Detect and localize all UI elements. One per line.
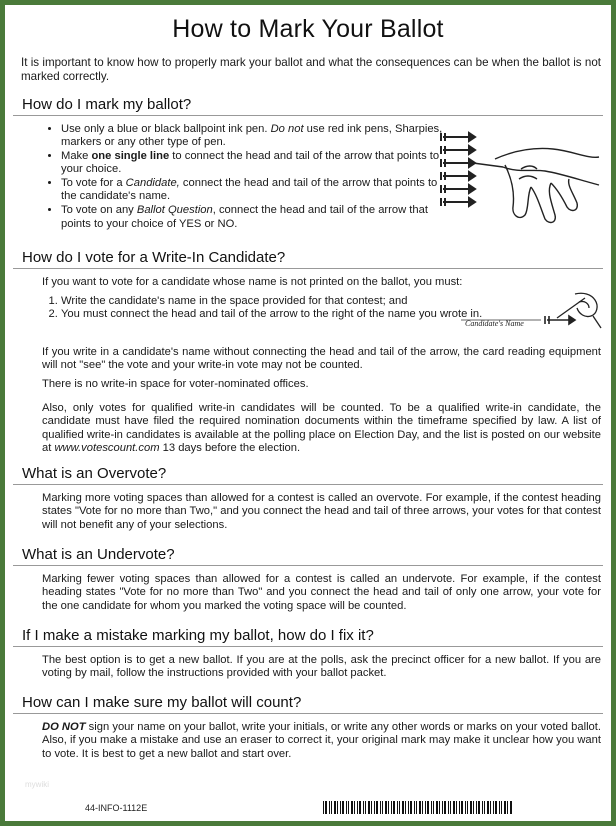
form-code: 44-INFO-1112E — [85, 803, 148, 813]
section-heading-writein — [13, 248, 603, 269]
section-heading-undervote — [13, 545, 603, 566]
arrow-icon — [441, 198, 475, 206]
list-item: • Make one single line to connect the head and tail of the arrow that points to your choice. — [61, 150, 453, 177]
overvote-paragraph: Marking more voting spaces than allowed for a contest is called an overvote. For example, if the contest heading states "Vote for no more than Two," and you connect the head and tail of three arrows, your votes for that contest will not benefit any of your selections. — [42, 492, 601, 531]
list-item: • To vote on any Ballot Question, connect the head and tail of the arrow that points to your choice of YES or NO. — [61, 204, 453, 231]
writein-paragraph-3: Also, only votes for qualified write-in candidates will be counted. To be a qualified write-in candidate, the candidate must have filed the required nomination documents within the timeframe specified by law. A list of qualified write-in candidates is available at the polling place on Election Day, and the list is posted on our website at www.votescount.com 13 days before the election. — [42, 402, 601, 454]
count-paragraph: DO NOT sign your name on your ballot, write your initials, or write any other words or marks on your voted ballot. Also, if you make a mistake and use an eraser to correct it, your original mark may make it unclear how you want to vote. It is best to get a new ballot and start over. — [42, 721, 601, 760]
section-heading-mark — [13, 95, 603, 116]
hand-with-pen-icon — [473, 148, 599, 222]
section-title: How can I make sure my ballot will count? — [22, 694, 302, 711]
intro-paragraph: It is important to know how to properly mark your ballot and what the consequences can be when the ballot is not marked correctly. — [21, 56, 601, 83]
ballot-instructions-page — [5, 5, 611, 821]
arrow-icon — [441, 159, 475, 167]
writein-paragraph-2: There is no write-in space for voter-nominated offices. — [42, 378, 309, 390]
arrow-icon — [441, 185, 475, 193]
writein-label: Candidate's Name — [465, 319, 524, 328]
writein-lead: If you want to vote for a candidate whose name is not printed on the ballot, you must: — [42, 276, 463, 288]
section-title: How do I vote for a Write-In Candidate? — [22, 249, 286, 266]
arrow-icon — [441, 172, 475, 180]
watermark: mywiki — [25, 780, 49, 789]
list-item: 2. You must connect the head and tail of the arrow to the right of the name you wrote in. — [61, 308, 491, 321]
arrow-icon — [545, 316, 575, 324]
section-heading-overvote — [13, 464, 603, 485]
page-title: How to Mark Your Ballot — [172, 15, 444, 43]
writein-illustration — [457, 290, 603, 338]
section-heading-mistake — [13, 626, 603, 647]
hand-marking-arrows-illustration — [433, 129, 601, 229]
section-title: What is an Undervote? — [22, 546, 175, 563]
hand-with-pen-icon — [557, 293, 601, 328]
list-item: • Use only a blue or black ballpoint ink pen. Do not use red ink pens, Sharpies, markers or any other type of pen. — [61, 123, 453, 150]
marking-rules-list — [32, 123, 453, 231]
section-title: How do I mark my ballot? — [22, 96, 192, 113]
website-link: www.votescount.com — [54, 441, 160, 454]
section-title: If I make a mistake marking my ballot, how do I fix it? — [22, 627, 374, 644]
undervote-paragraph: Marking fewer voting spaces than allowed for a contest is called an undervote. For example, if the contest heading states "Vote for no more than Two" and you connect the head and tail of only one arrow, your vote for the one candidate for whom you marked the voting space will be counted. — [42, 573, 601, 612]
arrow-icon — [441, 146, 475, 154]
list-item: 1. Write the candidate's name in the space provided for that contest; and — [61, 295, 491, 308]
arrow-icon — [441, 133, 475, 141]
barcode-icon — [323, 801, 513, 814]
section-title: What is an Overvote? — [22, 465, 167, 482]
writein-steps-list — [23, 295, 491, 322]
writein-paragraph-1: If you write in a candidate's name without connecting the head and tail of the arrow, the card reading equipment will not "see" the vote and your write-in vote may not be counted. — [42, 346, 601, 372]
list-item: • To vote for a Candidate, connect the head and tail of the arrow that points to the candidate's name. — [61, 177, 453, 204]
mistake-paragraph: The best option is to get a new ballot. If you are at the polls, ask the precinct officer for a new ballot. If you are voting by mail, follow the instructions provided with your ballot packet. — [42, 654, 601, 680]
section-heading-count — [13, 693, 603, 714]
